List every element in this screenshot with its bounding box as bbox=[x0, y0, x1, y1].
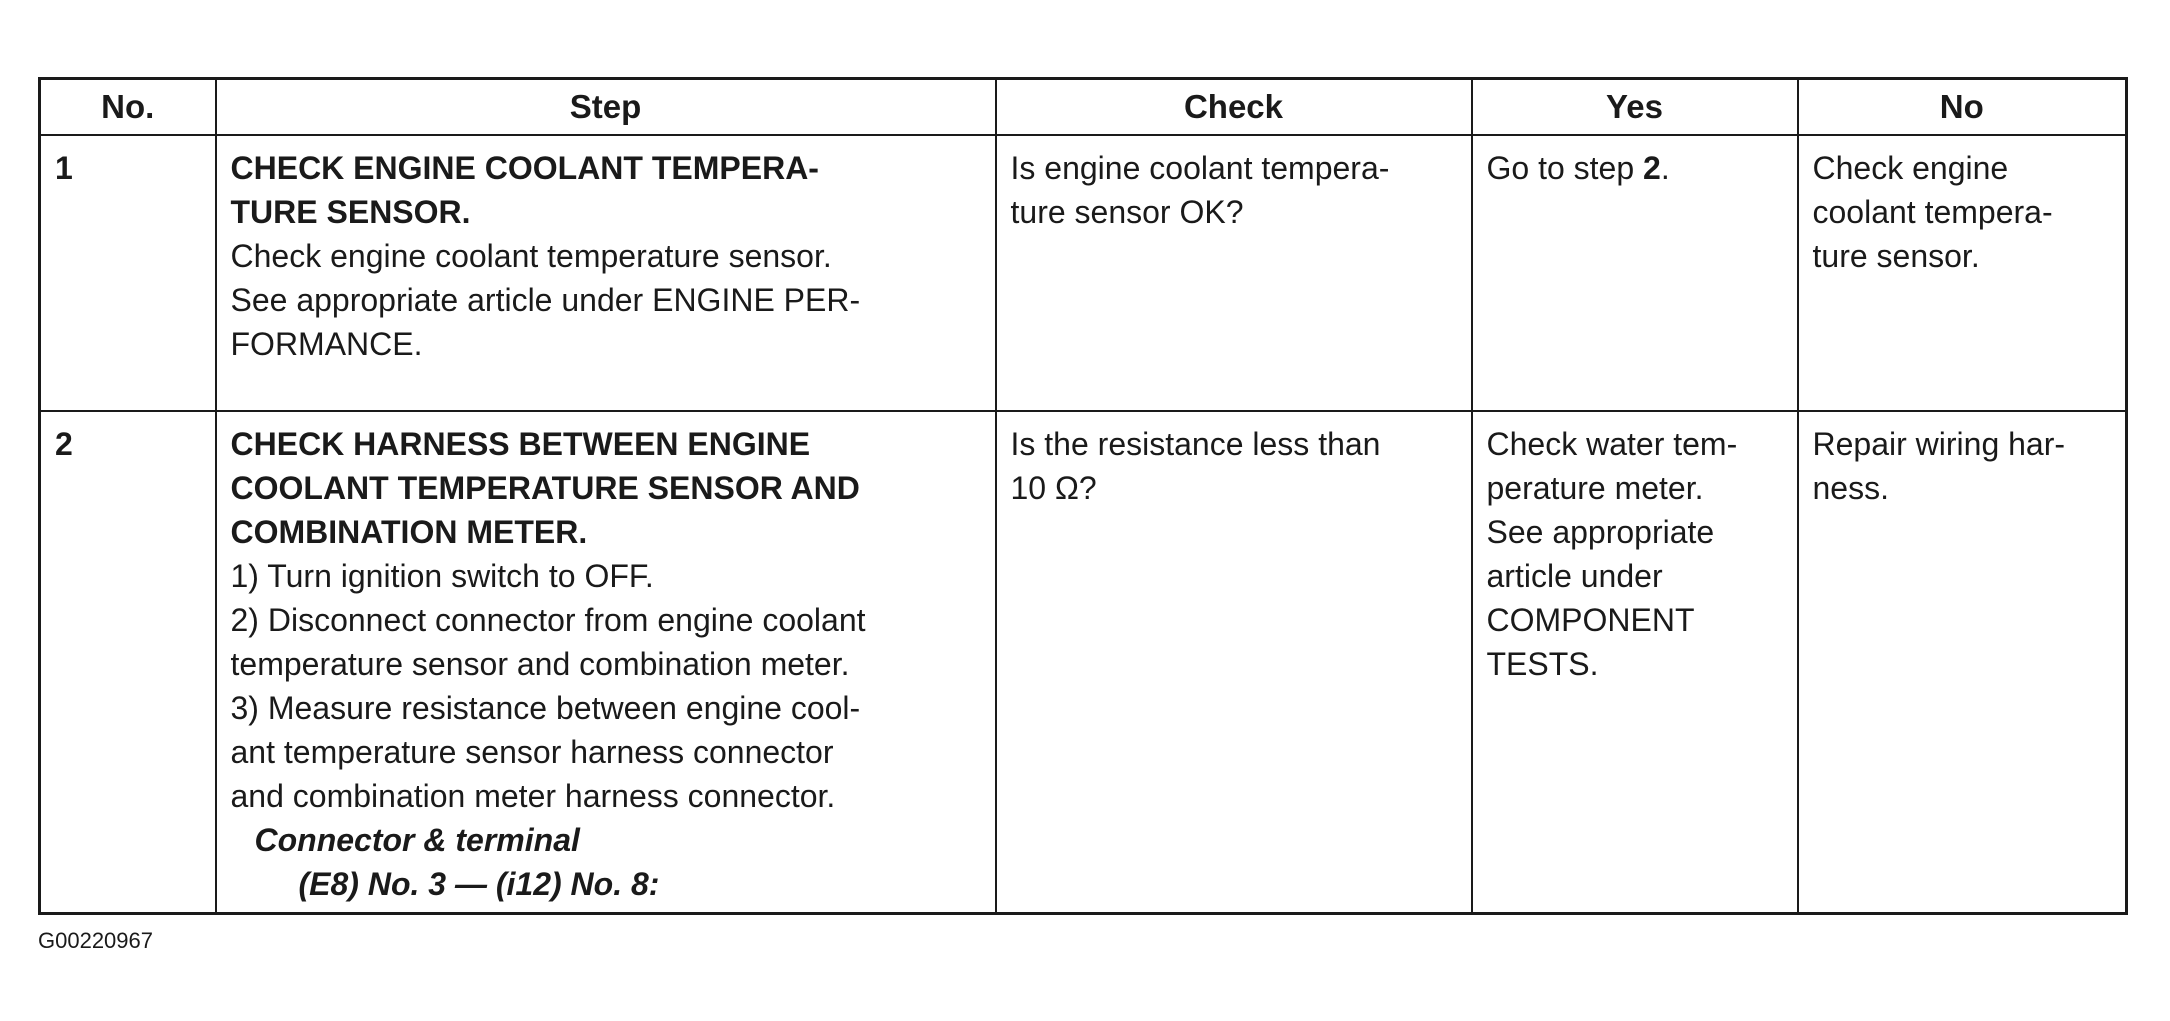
no-text-line: Check engine bbox=[1812, 150, 2009, 186]
no-cell bbox=[1798, 135, 2127, 411]
check-text-line: 10 Ω? bbox=[1010, 470, 1097, 506]
row-number: 2 bbox=[55, 426, 73, 462]
step-text-line: 1) Turn ignition switch to OFF. bbox=[230, 558, 654, 594]
yes-text-suffix: . bbox=[1660, 150, 1670, 186]
row-number: 1 bbox=[55, 150, 73, 186]
connector-terminal-label: Connector & terminal bbox=[254, 822, 580, 858]
figure-code: G00220967 bbox=[38, 928, 153, 953]
step-text-line: Check engine coolant temperature sensor. bbox=[230, 238, 832, 274]
no-cell bbox=[1798, 411, 2127, 914]
step-title-line: CHECK HARNESS BETWEEN ENGINE bbox=[230, 426, 811, 462]
check-text-line: ture sensor OK? bbox=[1010, 194, 1244, 230]
table-header-row bbox=[40, 79, 2127, 136]
step-cell bbox=[216, 135, 996, 411]
no-text-line: ness. bbox=[1812, 470, 1889, 506]
step-text-line: See appropriate article under ENGINE PER- bbox=[230, 282, 861, 318]
check-cell bbox=[996, 411, 1472, 914]
step-text-line: 2) Disconnect connector from engine coolant bbox=[230, 602, 866, 638]
row-number-cell bbox=[40, 135, 216, 411]
yes-text-line: TESTS. bbox=[1486, 646, 1599, 682]
yes-text-line: Check water tem- bbox=[1486, 426, 1738, 462]
table-row bbox=[40, 135, 2127, 411]
step-text-line: ant temperature sensor harness connector bbox=[230, 734, 834, 770]
yes-text: Go to step bbox=[1486, 150, 1644, 186]
step-cell bbox=[216, 411, 996, 914]
yes-text-line: perature meter. bbox=[1486, 470, 1704, 506]
header-no-result: No bbox=[1798, 79, 2127, 136]
step-title-line: COMBINATION METER. bbox=[230, 514, 588, 550]
yes-text-line: article under bbox=[1486, 558, 1663, 594]
header-yes: Yes bbox=[1472, 79, 1798, 136]
header-check: Check bbox=[996, 79, 1472, 136]
step-text-line: 3) Measure resistance between engine cool- bbox=[230, 690, 861, 726]
yes-text-line: See appropriate bbox=[1486, 514, 1715, 550]
check-text-line: Is the resistance less than bbox=[1010, 426, 1381, 462]
yes-cell bbox=[1472, 135, 1798, 411]
no-text-line: ture sensor. bbox=[1812, 238, 1980, 274]
step-title-line: CHECK ENGINE COOLANT TEMPERA- bbox=[230, 150, 819, 186]
step-title-line: TURE SENSOR. bbox=[230, 194, 471, 230]
step-text-line: temperature sensor and combination meter. bbox=[230, 646, 850, 682]
header-step: Step bbox=[216, 79, 996, 136]
no-text-line: Repair wiring har- bbox=[1812, 426, 2066, 462]
yes-cell bbox=[1472, 411, 1798, 914]
row-number-cell bbox=[40, 411, 216, 914]
yes-text-line: COMPONENT bbox=[1486, 602, 1695, 638]
connector-terminal-value: (E8) No. 3 — (i12) No. 8: bbox=[298, 866, 660, 902]
header-no: No. bbox=[40, 79, 216, 136]
step-text-line: FORMANCE. bbox=[230, 326, 423, 362]
check-cell bbox=[996, 135, 1472, 411]
table-row bbox=[40, 411, 2127, 914]
no-text-line: coolant tempera- bbox=[1812, 194, 2053, 230]
check-text-line: Is engine coolant tempera- bbox=[1010, 150, 1390, 186]
troubleshooting-table bbox=[38, 77, 2128, 915]
step-title-line: COOLANT TEMPERATURE SENSOR AND bbox=[230, 470, 860, 506]
step-text-line: and combination meter harness connector. bbox=[230, 778, 836, 814]
yes-step-number: 2 bbox=[1643, 150, 1661, 186]
